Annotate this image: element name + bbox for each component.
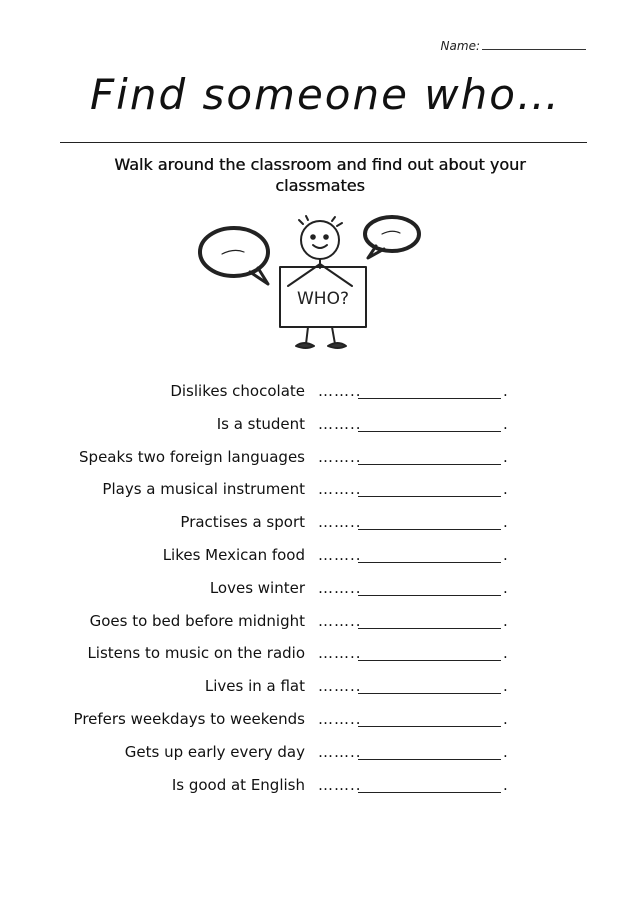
item-dots: …….. bbox=[318, 677, 362, 696]
item-label: Is a student bbox=[216, 414, 305, 433]
item-dots: …….. bbox=[318, 447, 362, 466]
item-dots: …….. bbox=[318, 611, 362, 630]
item-dots: …….. bbox=[318, 742, 362, 761]
list-item bbox=[0, 774, 638, 800]
item-dots: …….. bbox=[318, 513, 362, 532]
answer-blank[interactable] bbox=[358, 595, 501, 596]
item-period: . bbox=[503, 742, 508, 761]
answer-blank[interactable] bbox=[358, 726, 501, 727]
answer-blank[interactable] bbox=[358, 398, 501, 399]
item-label: Lives in a flat bbox=[204, 677, 305, 696]
answer-blank[interactable] bbox=[358, 529, 501, 530]
item-period: . bbox=[503, 611, 508, 630]
name-label: Name: bbox=[440, 39, 480, 53]
item-label: Practises a sport bbox=[180, 513, 305, 532]
item-label: Is good at English bbox=[171, 775, 305, 794]
list-item bbox=[0, 446, 638, 472]
item-dots: …….. bbox=[318, 546, 362, 564]
name-blank[interactable] bbox=[482, 38, 586, 50]
item-period: . bbox=[503, 710, 508, 728]
list-item bbox=[0, 380, 638, 406]
item-period: . bbox=[503, 513, 508, 532]
item-label: Gets up early every day bbox=[124, 742, 305, 761]
answer-blank[interactable] bbox=[358, 464, 501, 465]
item-period: . bbox=[503, 546, 508, 564]
right-speech-bubble-icon bbox=[365, 217, 419, 258]
list-item bbox=[0, 642, 638, 668]
name-field[interactable] bbox=[441, 38, 586, 53]
list-item bbox=[0, 478, 638, 504]
list-item bbox=[0, 413, 638, 439]
list-item bbox=[0, 708, 638, 734]
page-title: Find someone who… bbox=[90, 70, 561, 119]
item-label: Likes Mexican food bbox=[162, 546, 305, 564]
item-period: . bbox=[503, 677, 508, 696]
left-speech-bubble-icon bbox=[200, 228, 268, 284]
item-label: Loves winter bbox=[209, 578, 305, 597]
list-item bbox=[0, 741, 638, 767]
sign-text: WHO? bbox=[297, 289, 349, 309]
item-period: . bbox=[503, 382, 508, 400]
list-item bbox=[0, 610, 638, 636]
answer-blank[interactable] bbox=[358, 792, 501, 793]
item-period: . bbox=[503, 578, 508, 597]
item-period: . bbox=[503, 447, 508, 466]
item-dots: …….. bbox=[318, 578, 362, 597]
stick-figure-head-icon bbox=[299, 216, 342, 259]
item-period: . bbox=[503, 644, 508, 663]
list-item bbox=[0, 675, 638, 701]
answer-blank[interactable] bbox=[358, 693, 501, 694]
list-item bbox=[0, 577, 638, 603]
item-label: Plays a musical instrument bbox=[102, 480, 305, 499]
answer-blank[interactable] bbox=[358, 628, 501, 629]
item-label: Prefers weekdays to weekends bbox=[73, 710, 305, 728]
item-label: Speaks two foreign languages bbox=[79, 447, 305, 466]
item-label: Listens to music on the radio bbox=[87, 644, 305, 663]
item-dots: …….. bbox=[318, 775, 362, 794]
item-dots: …….. bbox=[318, 710, 362, 728]
answer-blank[interactable] bbox=[358, 431, 501, 432]
item-label: Goes to bed before midnight bbox=[89, 611, 305, 630]
item-period: . bbox=[503, 480, 508, 499]
item-dots: …….. bbox=[318, 382, 362, 400]
answer-blank[interactable] bbox=[358, 496, 501, 497]
who-illustration bbox=[192, 212, 422, 362]
answer-blank[interactable] bbox=[358, 562, 501, 563]
list-item bbox=[0, 544, 638, 570]
title-divider bbox=[60, 142, 587, 143]
item-label: Dislikes chocolate bbox=[170, 382, 305, 400]
item-dots: …….. bbox=[318, 644, 362, 663]
list-item bbox=[0, 511, 638, 537]
instructions: Walk around the classroom and find out about your classmates bbox=[114, 155, 526, 195]
answer-blank[interactable] bbox=[358, 759, 501, 760]
answer-blank[interactable] bbox=[358, 660, 501, 661]
item-dots: …….. bbox=[318, 414, 362, 433]
item-period: . bbox=[503, 775, 508, 794]
item-period: . bbox=[503, 414, 508, 433]
item-dots: …….. bbox=[318, 480, 362, 499]
